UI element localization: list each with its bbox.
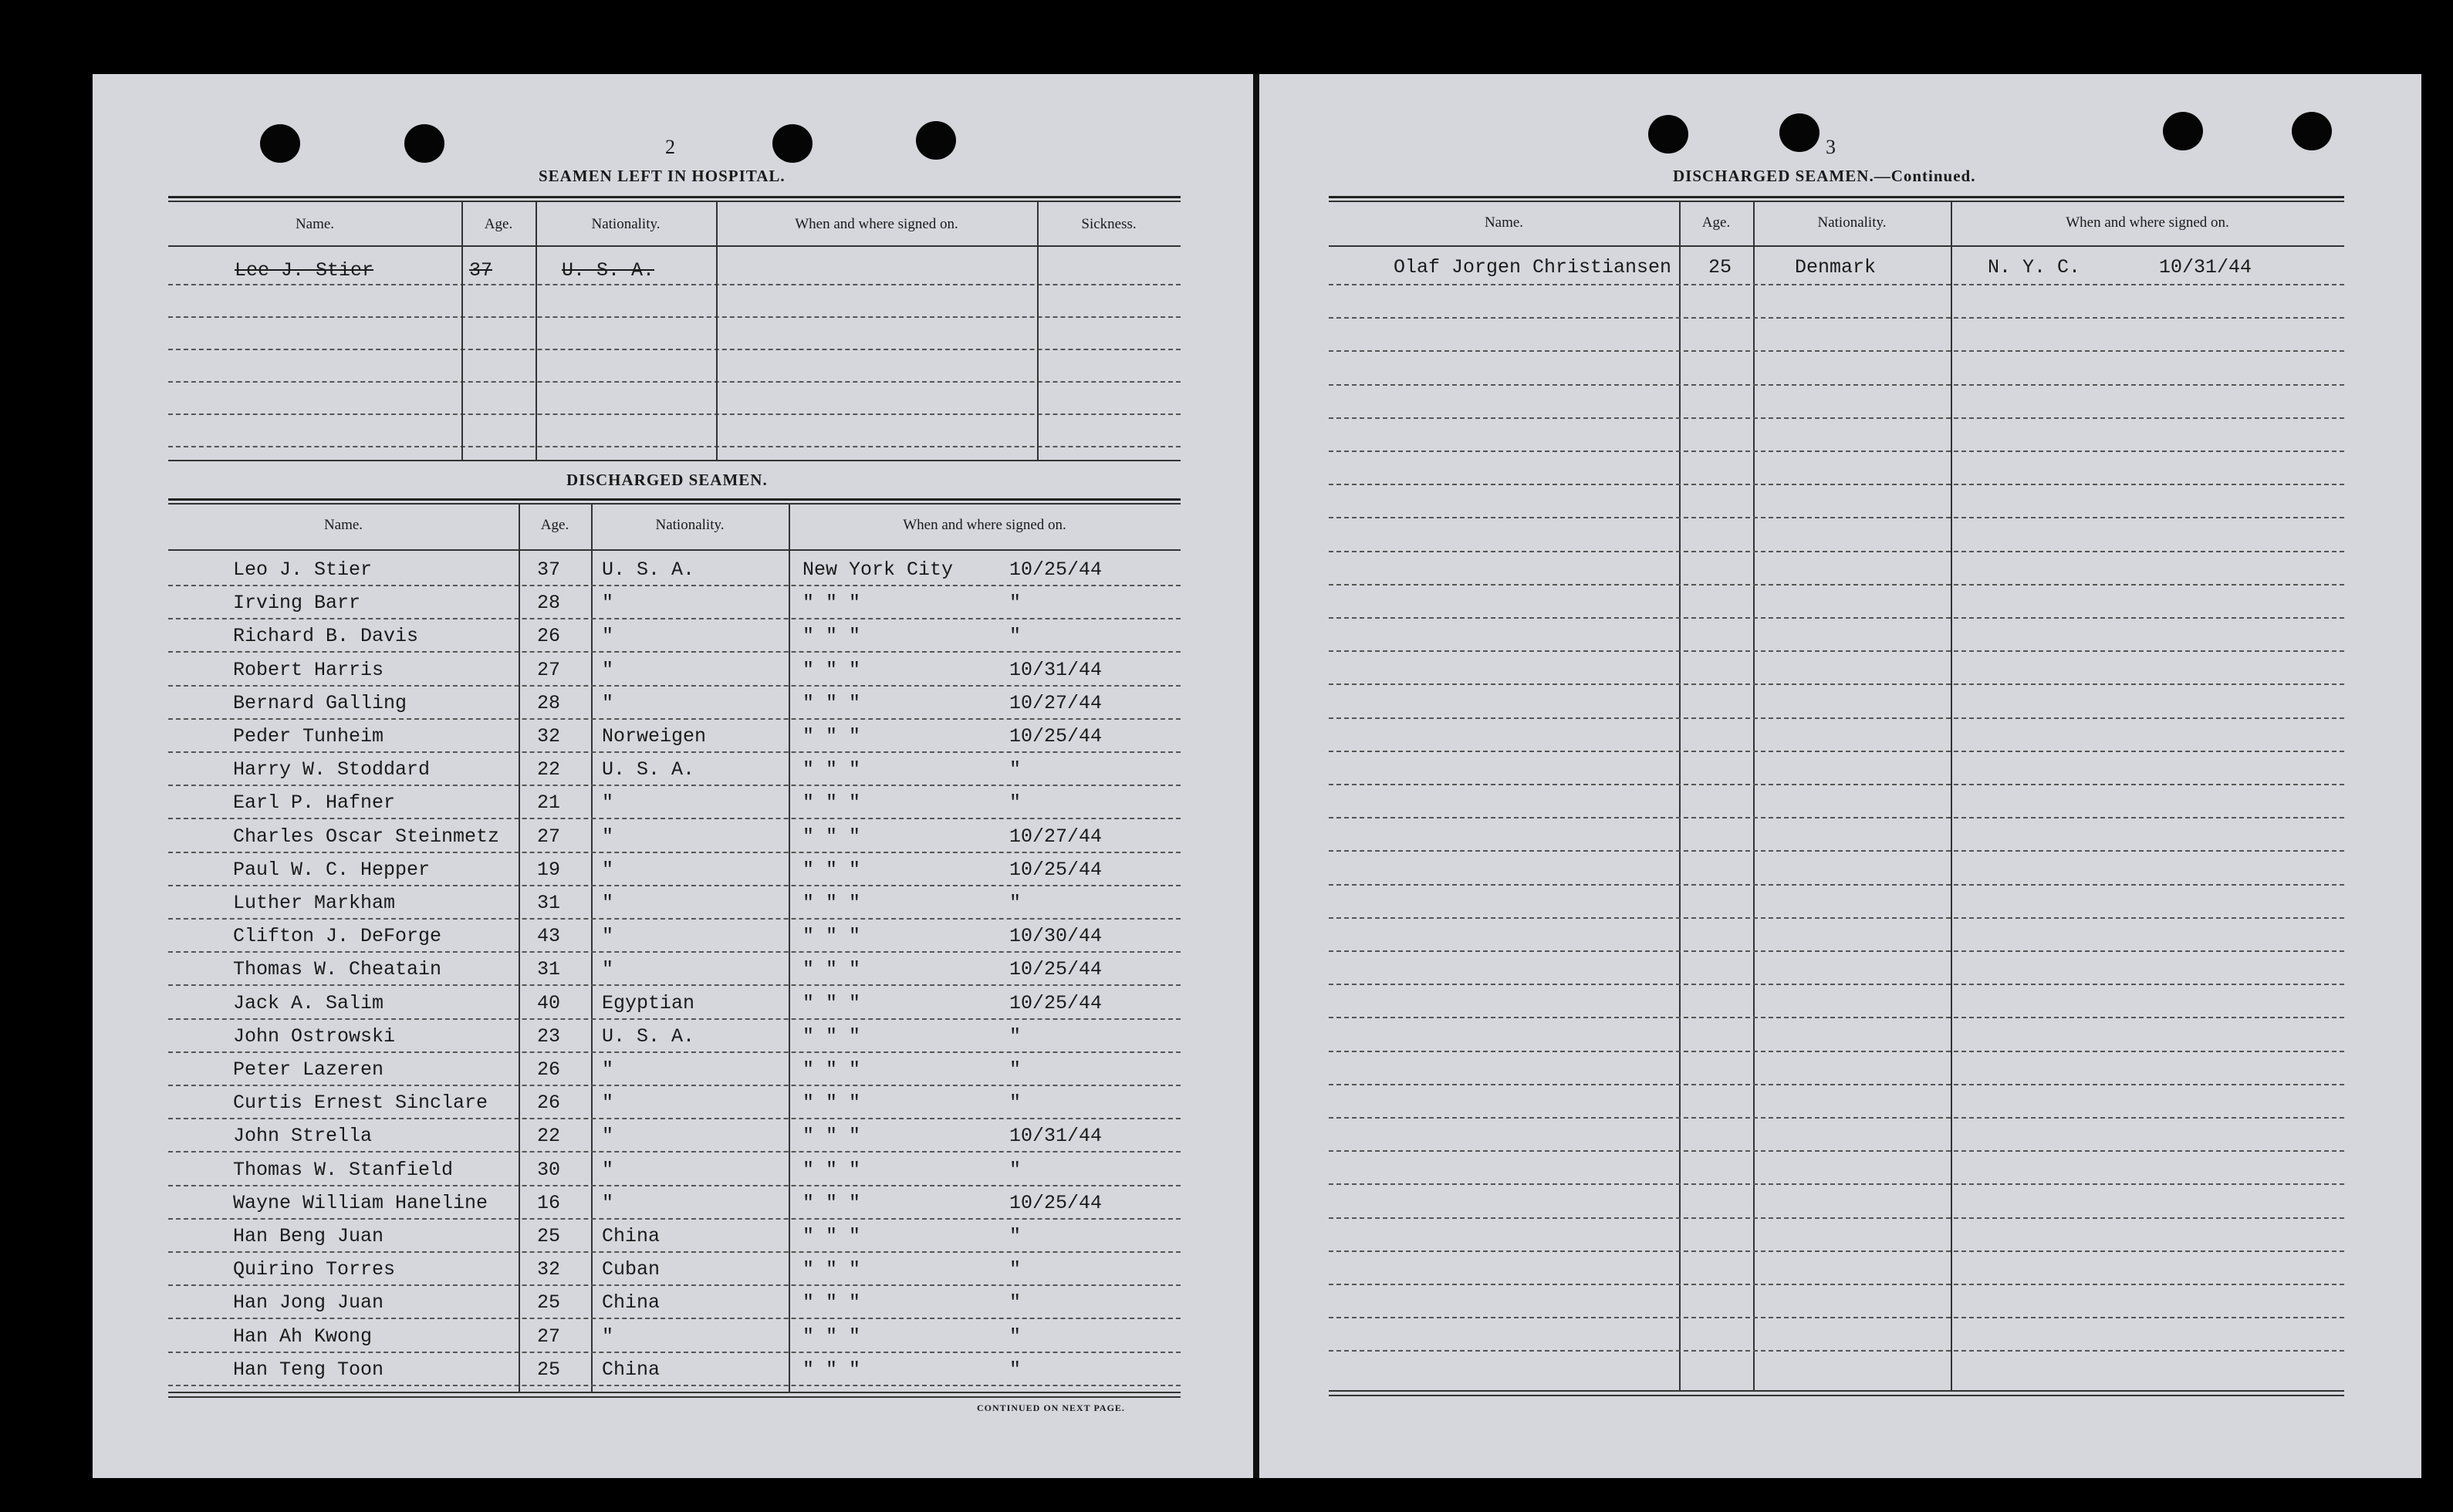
seaman-age: 40 — [537, 991, 561, 1014]
seaman-name: Thomas W. Cheatain — [233, 958, 442, 981]
dashed-rule — [168, 818, 1181, 819]
dashed-rule — [1329, 717, 2344, 719]
seaman-nationality: " — [602, 925, 614, 948]
dashed-rule — [1329, 417, 2344, 419]
dashed-rule — [1329, 1217, 2344, 1219]
seaman-signed-date: " — [1009, 1358, 1022, 1381]
seaman-age: 37 — [537, 559, 561, 581]
seaman-age: 25 — [537, 1358, 561, 1381]
dashed-rule — [1329, 1350, 2344, 1352]
seaman-signed-place: " " " — [802, 892, 861, 914]
seaman-signed-date: " — [1009, 1291, 1022, 1315]
dashed-rule — [168, 951, 1181, 953]
dashed-rule — [1329, 683, 2344, 685]
seaman-nationality: " — [602, 592, 614, 615]
dashed-rule — [1329, 1084, 2344, 1085]
dashed-rule — [1329, 617, 2344, 619]
dashed-rule — [1329, 517, 2344, 518]
dashed-rule — [168, 1251, 1181, 1253]
seaman-signed-date: " — [1009, 625, 1022, 648]
seaman-nationality: China — [602, 1291, 661, 1315]
seaman-nationality: " — [602, 825, 614, 848]
dashed-rule — [1329, 451, 2344, 452]
seaman-name: Peter Lazeren — [233, 1058, 384, 1081]
dashed-rule — [168, 316, 1181, 318]
seaman-signed-place: " " " — [802, 1291, 861, 1315]
seaman-name: Quirino Torres — [233, 1258, 396, 1281]
seaman-signed-date: 10/31/44 — [1009, 658, 1103, 681]
seaman-name: Olaf Jorgen Christiansen — [1394, 256, 1672, 278]
dashed-rule — [1329, 1284, 2344, 1285]
dashed-rule — [168, 918, 1181, 920]
seaman-signed-date: " — [1009, 758, 1022, 781]
seaman-nationality: Denmark — [1795, 256, 1877, 278]
dashed-rule — [1329, 817, 2344, 818]
dashed-rule — [168, 284, 1181, 285]
seaman-signed-date: 10/30/44 — [1009, 925, 1103, 948]
right-header-nationality: Nationality. — [1817, 214, 1887, 231]
rule — [1329, 245, 2344, 247]
seaman-signed-place: " " " — [802, 1024, 861, 1048]
seaman-name: Charles Oscar Steinmetz — [233, 825, 500, 848]
dashed-rule — [1329, 350, 2344, 352]
seaman-signed-date: " — [1009, 1258, 1022, 1281]
seaman-signed-date: " — [1009, 1092, 1022, 1115]
seaman-name: Wayne William Haneline — [233, 1191, 488, 1214]
dashed-rule — [1329, 1250, 2344, 1252]
rule — [168, 498, 1181, 501]
column-rule — [1037, 202, 1039, 460]
seaman-nationality: " — [602, 858, 614, 881]
hospital-header-sickness: Sickness. — [1081, 216, 1137, 232]
column-rule — [591, 505, 593, 1392]
dashed-rule — [168, 1284, 1181, 1286]
punch-hole — [772, 124, 813, 163]
rule — [168, 196, 1181, 198]
seaman-signed-place: " " " — [802, 658, 861, 681]
seaman-signed-date: 10/31/44 — [2159, 256, 2252, 278]
seaman-name: Han Ah Kwong — [233, 1325, 373, 1348]
seaman-age: 28 — [537, 691, 561, 714]
seaman-signed-place: " " " — [802, 1258, 861, 1281]
seaman-nationality: " — [602, 892, 614, 914]
rule — [1329, 196, 2344, 198]
seaman-name: Jack A. Salim — [233, 991, 384, 1014]
seaman-signed-place: N. Y. C. — [1988, 256, 2081, 278]
dashed-rule — [168, 1385, 1181, 1386]
rule — [168, 1396, 1181, 1398]
rule — [168, 201, 1181, 202]
seaman-signed-date: " — [1009, 1225, 1022, 1247]
seaman-signed-date: " — [1009, 791, 1022, 815]
dashed-rule — [168, 1151, 1181, 1153]
right-header-signed-on: When and where signed on. — [2066, 214, 2229, 231]
right-title: DISCHARGED SEAMEN.—Continued. — [1673, 167, 1976, 185]
seaman-nationality: " — [602, 658, 614, 681]
dashed-rule — [168, 1018, 1181, 1020]
seaman-nationality: " — [602, 625, 614, 648]
seaman-nationality: " — [602, 691, 614, 714]
seaman-name: Luther Markham — [233, 892, 396, 914]
seaman-nationality: " — [602, 1191, 614, 1214]
hospital-header-nationality: Nationality. — [591, 216, 661, 232]
seaman-age: 32 — [537, 725, 561, 748]
seaman-nationality: China — [602, 1358, 661, 1381]
dashed-rule — [168, 785, 1181, 786]
dashed-rule — [1329, 1183, 2344, 1185]
dashed-rule — [1329, 1317, 2344, 1318]
seaman-nationality: " — [602, 1058, 614, 1081]
right-header-age: Age. — [1701, 214, 1731, 231]
seaman-signed-place: " " " — [802, 1058, 861, 1081]
dashed-rule — [1329, 317, 2344, 319]
left-page-number: 2 — [665, 136, 675, 158]
dashed-rule — [168, 651, 1181, 653]
seaman-signed-place: " " " — [802, 625, 861, 648]
rule — [168, 549, 1181, 551]
seaman-nationality: " — [602, 791, 614, 815]
discharged-header-name: Name. — [323, 517, 363, 533]
column-rule — [461, 202, 463, 460]
seaman-age: 23 — [537, 1024, 561, 1048]
punch-hole — [2292, 112, 2332, 150]
hospital-nationality: U. S. A. — [562, 259, 655, 282]
dashed-rule — [168, 1051, 1181, 1053]
seaman-signed-place: " " " — [802, 791, 861, 815]
seaman-nationality: " — [602, 1158, 614, 1181]
seaman-name: Irving Barr — [233, 592, 361, 615]
seaman-signed-place: " " " — [802, 825, 861, 848]
dashed-rule — [1329, 884, 2344, 886]
seaman-name: Han Beng Juan — [233, 1225, 384, 1247]
seaman-name: Leo J. Stier — [233, 559, 373, 581]
hospital-header-name: Name. — [295, 216, 335, 232]
seaman-signed-place: " " " — [802, 1225, 861, 1247]
seaman-signed-date: 10/25/44 — [1009, 725, 1103, 748]
dashed-rule — [168, 618, 1181, 619]
seaman-signed-place: " " " — [802, 1325, 861, 1348]
seaman-age: 31 — [537, 958, 561, 981]
seaman-age: 31 — [537, 892, 561, 914]
hospital-title: SEAMEN LEFT IN HOSPITAL. — [539, 167, 786, 185]
seaman-age: 28 — [537, 592, 561, 615]
dashed-rule — [1329, 551, 2344, 552]
discharged-header-age: Age. — [540, 517, 569, 533]
seaman-nationality: " — [602, 1092, 614, 1115]
seaman-signed-date: " — [1009, 1158, 1022, 1181]
seaman-signed-place: " " " — [802, 958, 861, 981]
seaman-name: John Strella — [233, 1125, 373, 1148]
seaman-age: 16 — [537, 1191, 561, 1214]
seaman-age: 25 — [537, 1225, 561, 1247]
seaman-signed-date: " — [1009, 892, 1022, 914]
seaman-signed-place: " " " — [802, 858, 861, 881]
seaman-age: 26 — [537, 1058, 561, 1081]
dashed-rule — [1329, 784, 2344, 785]
seaman-nationality: U. S. A. — [602, 1024, 695, 1048]
seaman-signed-date: 10/25/44 — [1009, 958, 1103, 981]
seaman-name: Clifton J. DeForge — [233, 925, 442, 948]
hospital-name: Lee J. Stier — [235, 259, 374, 282]
dashed-rule — [168, 1118, 1181, 1119]
rule — [168, 503, 1181, 505]
seaman-age: 27 — [537, 658, 561, 681]
punch-hole — [260, 124, 300, 163]
dashed-rule — [1329, 650, 2344, 652]
punch-hole — [404, 124, 444, 163]
seaman-nationality: " — [602, 958, 614, 981]
seaman-signed-place: " " " — [802, 1092, 861, 1115]
dashed-rule — [1329, 1017, 2344, 1018]
hospital-header-age: Age. — [484, 216, 513, 232]
column-rule — [519, 505, 520, 1392]
dashed-rule — [1329, 1051, 2344, 1052]
punch-hole — [916, 121, 956, 160]
dashed-rule — [1329, 384, 2344, 386]
continued-footer: CONTINUED ON NEXT PAGE. — [977, 1402, 1125, 1413]
rule — [1329, 1390, 2344, 1392]
seaman-age: 26 — [537, 1092, 561, 1115]
seaman-name: John Ostrowski — [233, 1024, 396, 1048]
hospital-age: 37 — [469, 259, 493, 282]
dashed-rule — [168, 685, 1181, 687]
seaman-nationality: U. S. A. — [602, 758, 695, 781]
dashed-rule — [168, 984, 1181, 986]
dashed-rule — [168, 1218, 1181, 1220]
seaman-signed-place: " " " — [802, 1358, 861, 1381]
seaman-age: 27 — [537, 1325, 561, 1348]
dashed-rule — [1329, 751, 2344, 752]
seaman-nationality: Egyptian — [602, 991, 695, 1014]
seaman-signed-date: " — [1009, 592, 1022, 615]
seaman-name: Thomas W. Stanfield — [233, 1158, 454, 1181]
column-rule — [1679, 202, 1681, 1390]
seaman-signed-date: " — [1009, 1024, 1022, 1048]
seaman-age: 27 — [537, 825, 561, 848]
seaman-signed-date: " — [1009, 1058, 1022, 1081]
seaman-signed-place: " " " — [802, 1158, 861, 1181]
punch-hole — [2163, 112, 2203, 150]
seaman-age: 43 — [537, 925, 561, 948]
column-rule — [716, 202, 718, 460]
seaman-nationality: Norweigen — [602, 725, 707, 748]
seaman-age: 25 — [537, 1291, 561, 1315]
dashed-rule — [1329, 284, 2344, 285]
rule — [168, 1392, 1181, 1393]
seaman-name: Robert Harris — [233, 658, 384, 681]
dashed-rule — [1329, 1150, 2344, 1152]
seaman-age: 30 — [537, 1158, 561, 1181]
dashed-rule — [168, 1085, 1181, 1086]
seaman-nationality: U. S. A. — [602, 559, 695, 581]
right-page-number: 3 — [1826, 136, 1836, 158]
seaman-signed-place: " " " — [802, 1191, 861, 1214]
seaman-signed-place: " " " — [802, 592, 861, 615]
punch-hole — [1779, 113, 1819, 152]
dashed-rule — [168, 852, 1181, 853]
seaman-name: Paul W. C. Hepper — [233, 858, 431, 881]
seaman-signed-date: 10/25/44 — [1009, 559, 1103, 581]
seaman-signed-date: 10/31/44 — [1009, 1125, 1103, 1148]
discharged-title: DISCHARGED SEAMEN. — [566, 471, 768, 489]
dashed-rule — [168, 1318, 1181, 1319]
dashed-rule — [1329, 850, 2344, 852]
seaman-name: Han Jong Juan — [233, 1291, 384, 1315]
right-header-name: Name. — [1484, 214, 1524, 231]
seaman-signed-date: 10/25/44 — [1009, 1191, 1103, 1214]
seaman-name: Curtis Ernest Sinclare — [233, 1092, 488, 1115]
dashed-rule — [168, 381, 1181, 383]
seaman-age: 25 — [1708, 256, 1732, 278]
seaman-name: Peder Tunheim — [233, 725, 384, 748]
seaman-name: Richard B. Davis — [233, 625, 419, 648]
dashed-rule — [1329, 950, 2344, 952]
seaman-signed-place: " " " — [802, 725, 861, 748]
dashed-rule — [1329, 917, 2344, 919]
dashed-rule — [1329, 484, 2344, 485]
seaman-age: 26 — [537, 625, 561, 648]
seaman-signed-date: " — [1009, 1325, 1022, 1348]
rule — [168, 460, 1181, 461]
seaman-signed-date: 10/25/44 — [1009, 858, 1103, 881]
rule — [168, 245, 1181, 247]
seaman-signed-place: " " " — [802, 1125, 861, 1148]
column-rule — [789, 505, 790, 1392]
seaman-nationality: Cuban — [602, 1258, 661, 1281]
seaman-name: Harry W. Stoddard — [233, 758, 431, 781]
seaman-signed-place: " " " — [802, 758, 861, 781]
dashed-rule — [1329, 1117, 2344, 1119]
seaman-name: Bernard Galling — [233, 691, 407, 714]
hospital-header-signed-on: When and where signed on. — [795, 216, 958, 232]
seaman-age: 19 — [537, 858, 561, 881]
punch-hole — [1648, 115, 1688, 154]
dashed-rule — [168, 413, 1181, 415]
rule — [1329, 1395, 2344, 1396]
dashed-rule — [168, 585, 1181, 586]
seaman-signed-place: New York City — [802, 559, 954, 581]
seaman-signed-place: " " " — [802, 991, 861, 1014]
column-rule — [1753, 202, 1755, 1390]
rule — [1329, 201, 2344, 202]
column-rule — [536, 202, 537, 460]
seaman-age: 22 — [537, 758, 561, 781]
dashed-rule — [168, 1352, 1181, 1353]
dashed-rule — [1329, 584, 2344, 586]
dashed-rule — [168, 718, 1181, 720]
dashed-rule — [168, 446, 1181, 447]
discharged-header-signed-on: When and where signed on. — [903, 517, 1066, 533]
seaman-nationality: China — [602, 1225, 661, 1247]
page-gutter — [1253, 74, 1259, 1478]
seaman-nationality: " — [602, 1325, 614, 1348]
seaman-signed-date: 10/27/44 — [1009, 825, 1103, 848]
seaman-name: Han Teng Toon — [233, 1358, 384, 1381]
seaman-signed-place: " " " — [802, 925, 861, 948]
dashed-rule — [168, 1185, 1181, 1186]
seaman-name: Earl P. Hafner — [233, 791, 396, 815]
seaman-nationality: " — [602, 1125, 614, 1148]
discharged-header-nationality: Nationality. — [655, 517, 725, 533]
column-rule — [1951, 202, 1952, 1390]
seaman-signed-place: " " " — [802, 691, 861, 714]
seaman-signed-date: 10/25/44 — [1009, 991, 1103, 1014]
dashed-rule — [168, 751, 1181, 753]
seaman-age: 21 — [537, 791, 561, 815]
seaman-signed-date: 10/27/44 — [1009, 691, 1103, 714]
dashed-rule — [1329, 984, 2344, 985]
seaman-age: 22 — [537, 1125, 561, 1148]
dashed-rule — [168, 885, 1181, 886]
seaman-age: 32 — [537, 1258, 561, 1281]
dashed-rule — [168, 349, 1181, 350]
